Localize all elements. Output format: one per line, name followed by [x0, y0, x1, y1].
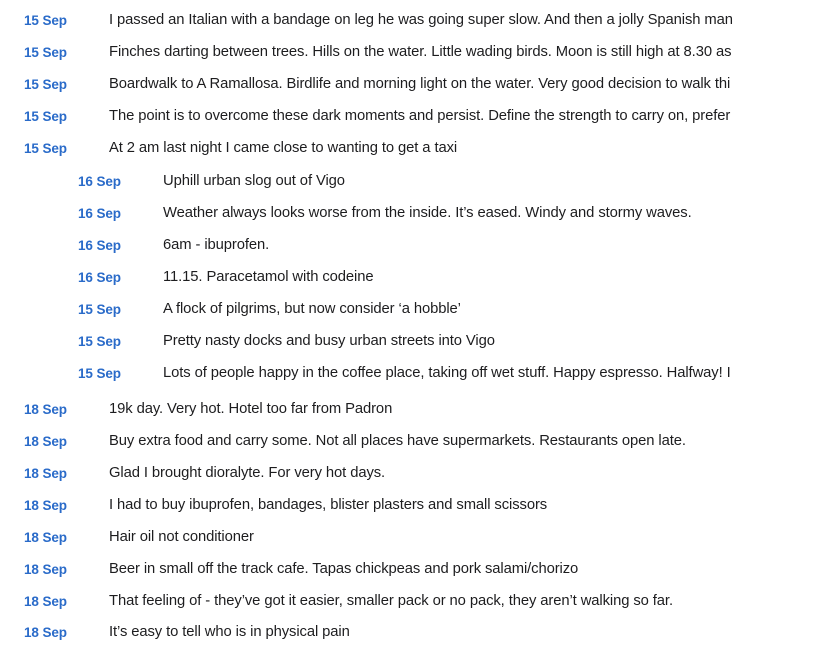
entry-text: 6am - ibuprofen.: [163, 237, 270, 253]
entry-text: Weather always looks worse from the inside. It’s eased. Windy and stormy waves.: [163, 205, 692, 221]
entry-row[interactable]: [0, 398, 831, 430]
entry-row[interactable]: [0, 362, 831, 394]
entry-date: 15 Sep: [24, 45, 67, 60]
entry-text: Boardwalk to A Ramallosa. Birdlife and morning light on the water. Very good decision to walk thi: [109, 76, 731, 92]
entry-text: I passed an Italian with a bandage on leg he was going super slow. And then a jolly Spanish man: [109, 12, 733, 28]
entry-row[interactable]: [0, 41, 831, 73]
entry-row[interactable]: [0, 558, 831, 590]
entry-date: 16 Sep: [78, 270, 121, 285]
entry-date: 18 Sep: [24, 625, 67, 640]
entry-row[interactable]: [0, 590, 831, 622]
entry-row[interactable]: [0, 298, 831, 330]
entry-text: Hair oil not conditioner: [109, 529, 254, 545]
entry-text: A flock of pilgrims, but now consider ‘a hobble’: [163, 301, 461, 317]
entry-row[interactable]: [0, 621, 831, 653]
entry-row[interactable]: [0, 170, 831, 202]
entry-date: 16 Sep: [78, 238, 121, 253]
entry-text: Lots of people happy in the coffee place, taking off wet stuff. Happy espresso. Halfway! I: [163, 365, 731, 381]
entry-row[interactable]: [0, 526, 831, 558]
entry-row[interactable]: [0, 105, 831, 137]
entry-row[interactable]: [0, 137, 831, 169]
entry-date: 15 Sep: [78, 302, 121, 317]
entry-text: Glad I brought dioralyte. For very hot days.: [109, 465, 386, 481]
entry-text: 11.15. Paracetamol with codeine: [163, 269, 374, 285]
entry-text: The point is to overcome these dark moments and persist. Define the strength to carry on, prefer: [109, 108, 731, 124]
entry-date: 18 Sep: [24, 498, 67, 513]
entry-row[interactable]: [0, 494, 831, 526]
entry-row[interactable]: [0, 9, 831, 41]
entry-row[interactable]: [0, 202, 831, 234]
entry-date: 16 Sep: [78, 174, 121, 189]
entry-text: At 2 am last night I came close to wanting to get a taxi: [109, 140, 458, 156]
entry-row[interactable]: [0, 234, 831, 266]
entry-row[interactable]: [0, 462, 831, 494]
entry-date: 15 Sep: [78, 366, 121, 381]
entry-row[interactable]: [0, 330, 831, 362]
entry-text: Beer in small off the track cafe. Tapas chickpeas and pork salami/chorizo: [109, 561, 579, 577]
entry-date: 16 Sep: [78, 206, 121, 221]
entry-text: Pretty nasty docks and busy urban streets into Vigo: [163, 333, 495, 349]
entry-text: That feeling of - they’ve got it easier, smaller pack or no pack, they aren’t walking so far.: [109, 593, 673, 609]
entry-text: Uphill urban slog out of Vigo: [163, 173, 345, 189]
entry-text: Buy extra food and carry some. Not all places have supermarkets. Restaurants open late.: [109, 433, 686, 449]
entry-text: It’s easy to tell who is in physical pain: [109, 624, 350, 640]
entry-date: 18 Sep: [24, 562, 67, 577]
entry-date: 18 Sep: [24, 466, 67, 481]
entry-text: Finches darting between trees. Hills on the water. Little wading birds. Moon is still high at 8.30 as: [109, 44, 732, 60]
entry-date: 15 Sep: [24, 141, 67, 156]
entry-date: 18 Sep: [24, 434, 67, 449]
entry-date: 15 Sep: [24, 13, 67, 28]
entry-row[interactable]: [0, 266, 831, 298]
entry-row[interactable]: [0, 430, 831, 462]
entry-date: 18 Sep: [24, 402, 67, 417]
entry-text: I had to buy ibuprofen, bandages, blister plasters and small scissors: [109, 497, 548, 513]
entry-date: 18 Sep: [24, 530, 67, 545]
entry-date: 18 Sep: [24, 594, 67, 609]
entry-date: 15 Sep: [78, 334, 121, 349]
entry-date: 15 Sep: [24, 77, 67, 92]
entry-text: 19k day. Very hot. Hotel too far from Padron: [109, 401, 393, 417]
entry-row[interactable]: [0, 73, 831, 105]
entry-date: 15 Sep: [24, 109, 67, 124]
